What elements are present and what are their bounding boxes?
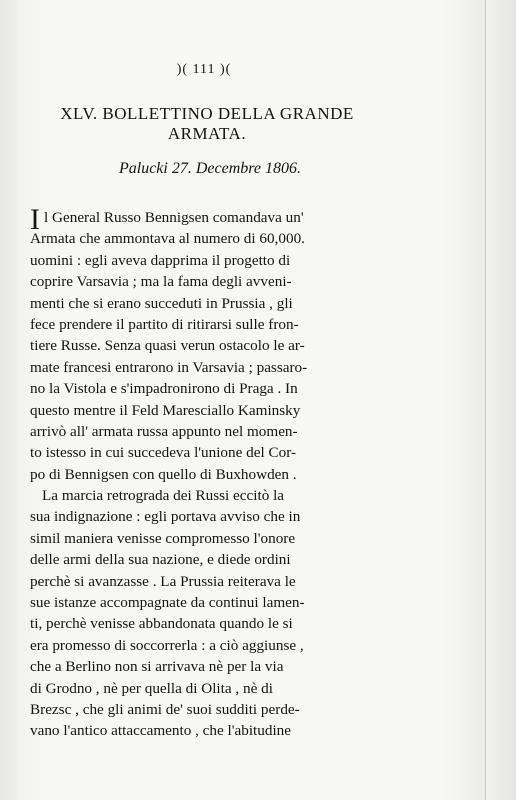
text-line: perchè si avanzasse . La Prussia reiterava le (30, 572, 296, 590)
text-line: tiere Russe. Senza quasi verun ostacolo le ar- (30, 337, 305, 355)
text-line: menti che si erano succeduti in Prussia , gli (30, 294, 293, 312)
text-line: questo mentre il Feld Maresciallo Kaminsky (30, 401, 301, 419)
body-text (30, 203, 390, 742)
text-line: ti, perchè venisse abbandonata quando le si (30, 615, 293, 633)
page-number: )( 111 )( (176, 62, 232, 77)
text-line: sua indignazione : egli portava avviso che in (30, 508, 301, 526)
text-line: mate francesi entrarono in Varsavia ; passaro- (30, 358, 308, 376)
text-line: fece prendere il partito di ritirarsi sulle fron- (30, 315, 299, 333)
text-line: l General Russo Bennigsen comandava un' (44, 209, 304, 226)
text-line: no la Vistola e s'impadronirono di Praga . In (30, 380, 298, 398)
bulletin-title: XLV. BOLLETTINO DELLA GRANDE ARMATA. (60, 104, 354, 143)
dateline: Palucki 27. Decembre 1806. (118, 160, 301, 177)
text-line: delle armi della sua nazione, e diede ordini (30, 551, 291, 569)
text-line: che a Berlino non si arrivava nè per la via (30, 658, 284, 676)
text-line: Armata che ammontava al numero di 60,000. (30, 230, 305, 248)
drop-cap: I (30, 203, 40, 236)
text-line: coprire Varsavia ; ma la fama degli avveni- (30, 273, 292, 291)
text-line: simil maniera venisse compromesso l'onore (30, 529, 296, 547)
text-line: arrivò all' armata russa appunto nel momen- (30, 422, 298, 440)
text-line: La marcia retrograda dei Russi eccitò la (42, 487, 285, 505)
text-line: uomini : egli aveva dapprima il progetto di (30, 251, 291, 269)
text-line: sue istanze accompagnate da continui lamen- (30, 594, 305, 612)
text-line: to istesso in cui succedeva l'unione del Cor- (30, 444, 297, 462)
text-line: di Grodno , nè per quella di Olita , nè di (30, 679, 273, 697)
text-line: era promesso di soccorrerla : a ciò aggiunse , (30, 636, 304, 654)
text-line: vano l'antico attaccamento , che l'abitudine (30, 722, 292, 740)
page-edge (485, 0, 516, 800)
text-line: po di Bennigsen con quello di Buxhowden . (30, 465, 297, 483)
text-line: Brezsc , che gli animi de' suoi sudditi perde- (30, 700, 300, 718)
